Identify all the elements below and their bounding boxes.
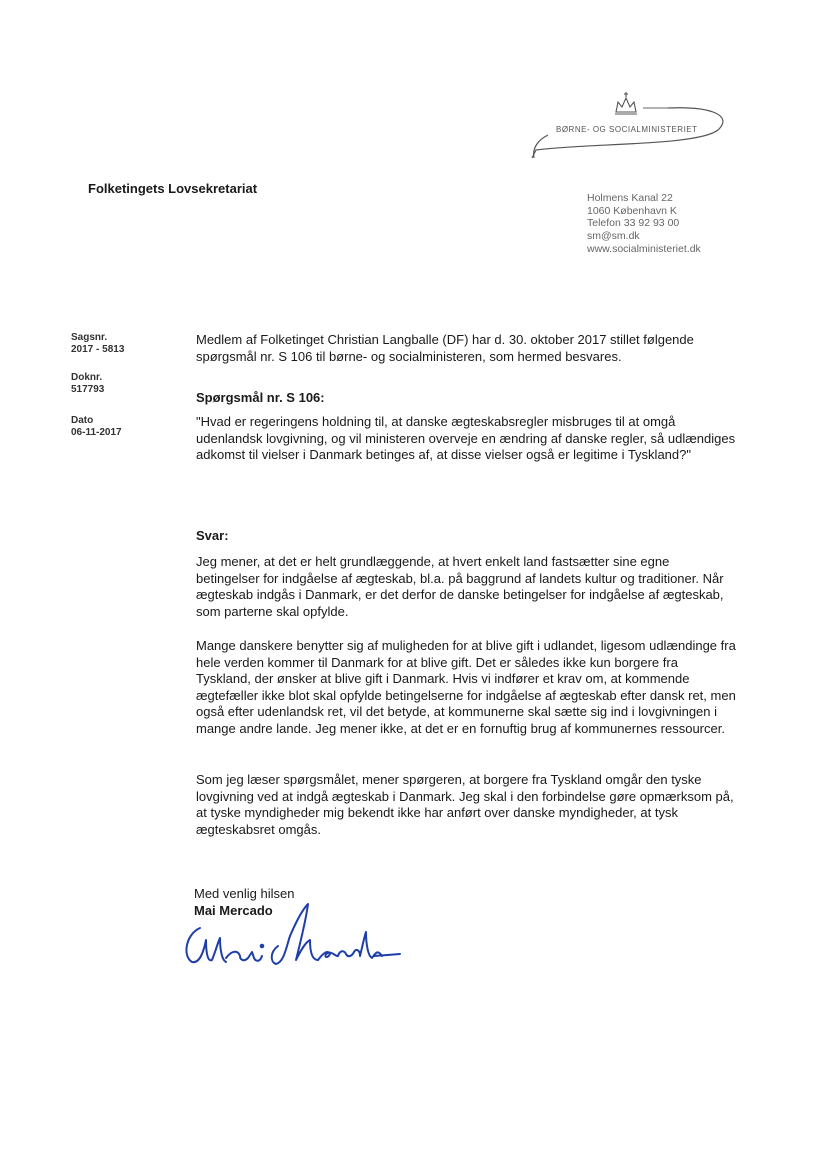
answer-paragraph: Som jeg læser spørgsmålet, mener spørgeren, at borgere fra Tyskland omgår den tyske lovgivning ved at indgå ægteskab i Danmark. Jeg skal i den forbindelse gøre opmærksom på, at tyske myndigheder mig bekendt ikke har anført over danske myndigheder, at tysk ægteskabsret omgås.	[196, 772, 734, 837]
ministry-address	[587, 192, 701, 256]
recipient-heading: Folketingets Lovsekretariat	[88, 181, 258, 196]
handwritten-signature	[178, 898, 408, 970]
meta-doknr	[71, 372, 104, 395]
doknr-label: Doknr.	[71, 372, 103, 383]
dato-value: 06-11-2017	[71, 427, 122, 438]
signature-icon	[178, 898, 408, 970]
doknr-value: 517793	[71, 384, 105, 395]
question-heading: Spørgsmål nr. S 106:	[196, 390, 325, 405]
sagsnr-value: 2017 - 5813	[71, 344, 125, 355]
answer-paragraph: Mange danskere benytter sig af muligheden for at blive gift i udlandet, ligesom udlændinge fra hele verden kommer til Danmark for at blive gift. Det er således ikke kun borgere fra Tyskland, der ønsker at blive gift i Danmark. Hvis vi indfører et krav om, at kommende ægtefæller ikke blot skal opfylde betingelserne for indgåelse af ægteskab efter dansk ret, men også efter udenlandsk ret, vil det betyde, at kommunerne skal sætte sig ind i lovgivningen i mange andre lande. Jeg mener ikke, at det er en fornuftig brug af kommunernes ressourcer.	[196, 638, 736, 736]
signer-name: Mai Mercado	[194, 903, 273, 918]
sagsnr-label: Sagsnr.	[71, 332, 108, 343]
ministry-logo	[528, 88, 728, 166]
address-city: 1060 København K	[587, 204, 677, 217]
answer-paragraph: Jeg mener, at det er helt grundlæggende, at hvert enkelt land fastsætter sine egne betingelser for indgåelse af ægteskab, bl.a. på baggrund af landets kultur og traditioner. Når ægteskab indgås i Danmark, er det derfor de danske betingelser for indgåelse af ægteskab, som parterne skal opfylde.	[196, 554, 724, 619]
address-phone: Telefon 33 92 93 00	[587, 217, 680, 230]
address-website: www.socialministeriet.dk	[587, 242, 701, 255]
intro-paragraph: Medlem af Folketinget Christian Langballe (DF) har d. 30. oktober 2017 stillet følgende spørgsmål nr. S 106 til børne- og socialministeren, som hermed besvares.	[196, 332, 694, 364]
address-email: sm@sm.dk	[587, 230, 640, 243]
meta-dato	[71, 415, 122, 438]
question-text: "Hvad er regeringens holdning til, at danske ægteskabsregler misbruges til at omgå udenlandsk lovgivning, og vil ministeren overveje en ændring af danske regler, så udlændiges adkomst til vielser i Danmark betinges af, at disse vielser også er legitime i Tyskland?"	[196, 414, 736, 463]
address-street: Holmens Kanal 22	[587, 192, 673, 204]
meta-sagsnr	[71, 332, 124, 355]
answer-heading: Svar:	[196, 528, 229, 543]
dato-label: Dato	[71, 415, 94, 426]
ministry-name: BØRNE- OG SOCIALMINISTERIET	[556, 125, 698, 134]
closing-greeting: Med venlig hilsen	[194, 886, 295, 901]
